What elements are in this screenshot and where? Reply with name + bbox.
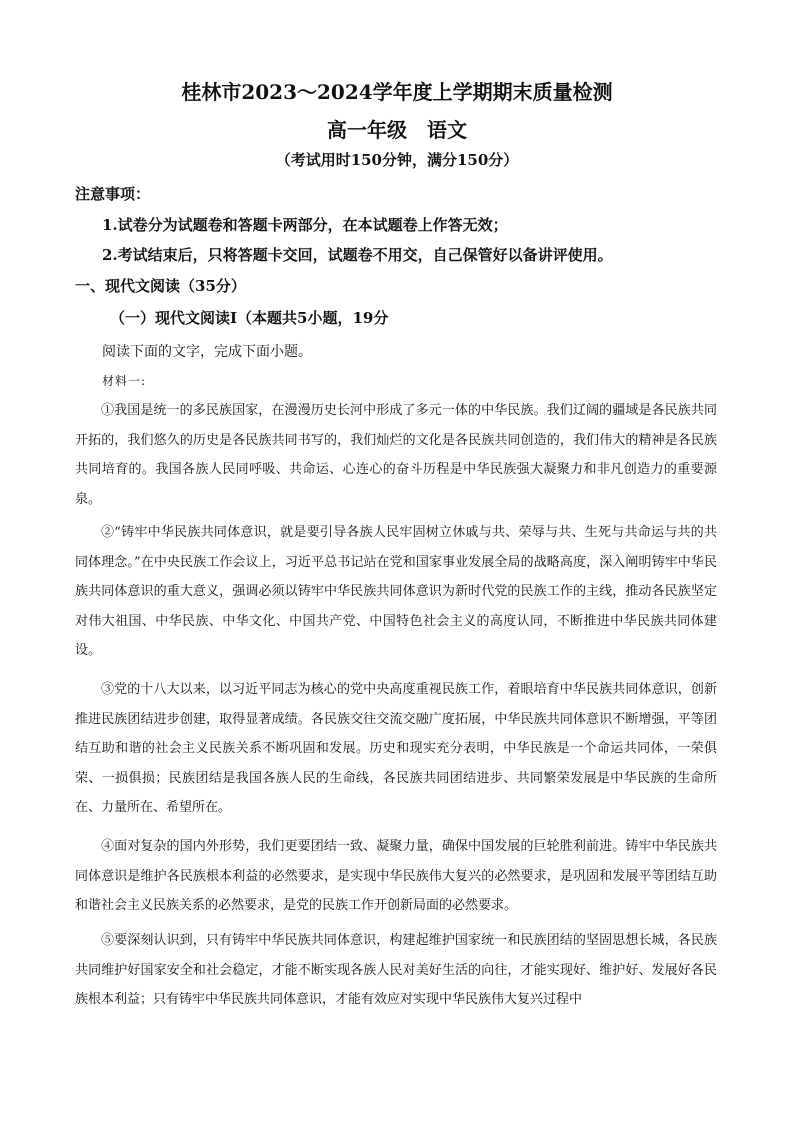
paragraph-5: ⑤要深刻认识到，只有铸牢中华民族共同体意识，构建起维护国家统一和民族团结的坚固思想长城，各民族共同维护好国家安全和社会稳定，才能不断实现各族人民对美好生活的向往，才能实现好、维护好、发展好各民族根本利益；只有铸牢中华民族共同体意识，才能有效应对实现中华民族伟大复兴过程中 [75, 933, 717, 1007]
section-heading: 一、现代文阅读（35分） [75, 277, 246, 295]
paragraph-2: ②“铸牢中华民族共同体意识，就是要引导各族人民牢固树立休戚与共、荣辱与共、生死与共命运与共的共同体理念。”在中央民族工作会议上，习近平总书记站在党和国家事业发展全局的战略高度，深入阐明铸牢中华民族共同体意识的重大意义，强调必须以铸牢中华民族共同体意识为新时代党的民族工作的主线，推动各民族坚定对伟大祖国、中华民族、中华文化、中国共产党、中国特色社会主义的高度认同，不断推进中华民族共同体建设。 [75, 525, 717, 658]
exam-title: 桂林市2023～2024学年度上学期期末质量检测 [181, 80, 613, 104]
notice-item-1: 1.试卷分为试题卷和答题卡两部分，在本试题卷上作答无效； [102, 216, 508, 234]
paragraph-4: ④面对复杂的国内外形势，我们更要团结一致、凝聚力量，确保中国发展的巨轮胜利前进。铸牢中华民族共同体意识是维护各民族根本利益的必然要求，是实现中华民族伟大复兴的必然要求，是巩固和发展平等团结互助和谐社会主义民族关系的必然要求，是党的民族工作开创新局面的必然要求。 [75, 839, 717, 913]
paragraph-1: ①我国是统一的多民族国家，在漫漫历史长河中形成了多元一体的中华民族。我们辽阔的疆域是各民族共同开拓的，我们悠久的历史是各民族共同书写的，我们灿烂的文化是各民族共同创造的，我们伟大的精神是各民族共同培育的。我国各族人民同呼吸、共命运、心连心的奋斗历程是中华民族强大凝聚力和非凡创造力的重要源泉。 [75, 403, 717, 507]
notice-heading: 注意事项： [75, 185, 151, 203]
reading-instruction: 阅读下面的文字，完成下面小题。 [102, 344, 312, 360]
paragraph-3: ③党的十八大以来，以习近平同志为核心的党中央高度重视民族工作，着眼培育中华民族共同体意识，创新推进民族团结进步创建，取得显著成绩。各民族交往交流交融广度拓展，中华民族共同体意识不断增强，平等团结互助和谐的社会主义民族关系不断巩固和发展。历史和现实充分表明，中华民族是一个命运共同体，一荣俱荣、一损俱损；民族团结是我国各族人民的生命线，各民族共同团结进步、共同繁荣发展是中华民族的生命所在、力量所在、希望所在。 [75, 682, 717, 815]
notice-item-2: 2.考试结束后，只将答题卡交回，试题卷不用交，自己保管好以备讲评使用。 [102, 246, 613, 264]
material-label: 材料一: [102, 374, 147, 388]
grade-subject: 高一年级 语文 [327, 118, 467, 142]
exam-info: （考试用时150分钟，满分150分） [275, 151, 519, 169]
subsection-heading: （一）现代文阅读Ⅰ（本题共5小题，19分 [110, 309, 389, 327]
